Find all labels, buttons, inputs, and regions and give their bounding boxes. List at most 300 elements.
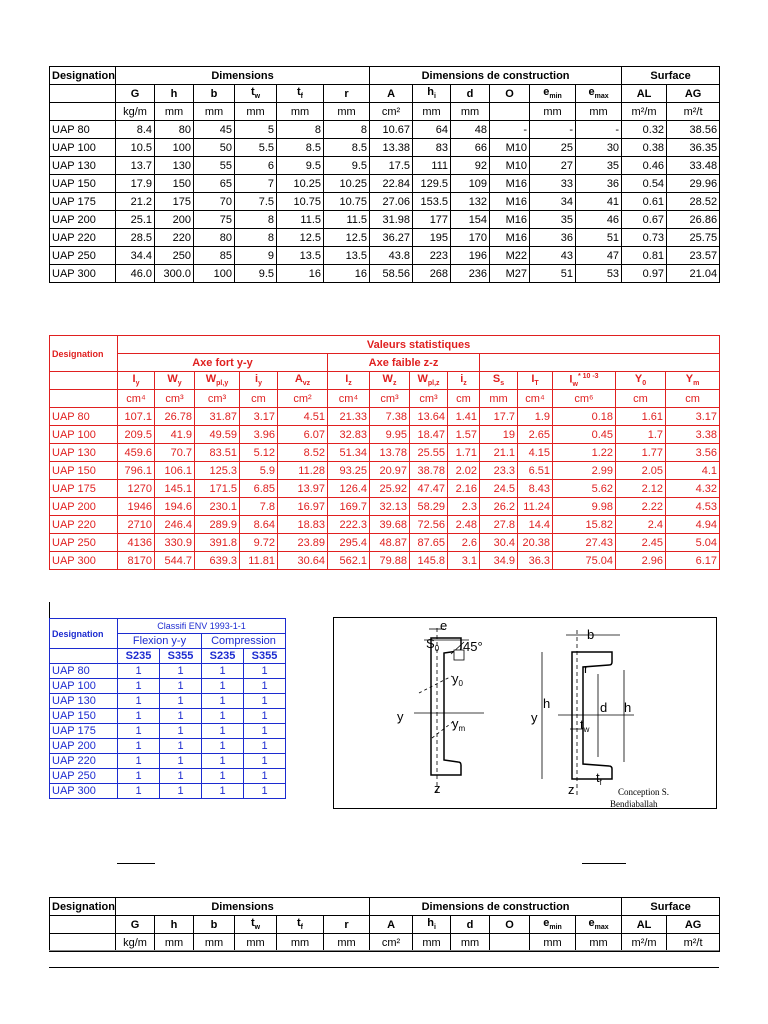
value-cell: 28.52 (667, 193, 720, 211)
value-cell: M22 (490, 247, 530, 265)
class-cell: 1 (202, 694, 244, 709)
class-cell: 1 (118, 739, 160, 754)
value-cell: 4.32 (666, 480, 720, 498)
value-cell: 38.78 (410, 462, 448, 480)
value-cell: 8.52 (278, 444, 328, 462)
table-row (50, 709, 286, 724)
profile-name-cell: UAP 220 (50, 516, 118, 534)
column-header (118, 372, 155, 390)
symbol: d (466, 918, 474, 931)
value-cell: 21.1 (480, 444, 518, 462)
value-cell: 36 (530, 229, 576, 247)
value-cell: 30 (576, 139, 622, 157)
value-cell: 796.1 (118, 462, 155, 480)
symbol: e (543, 86, 550, 99)
class-cell: 1 (244, 664, 286, 679)
unit-cell: cm⁶ (553, 390, 616, 408)
symbol: I (569, 373, 573, 386)
class-cell: 1 (160, 709, 202, 724)
symbol: r (344, 87, 349, 100)
value-cell: 53 (576, 265, 622, 283)
value-cell: 79.88 (370, 552, 410, 570)
value-cell: 3.17 (240, 408, 278, 426)
column-header (576, 916, 622, 934)
column-header (622, 85, 667, 103)
designation-header: Designation (50, 67, 116, 85)
value-cell: 0.54 (622, 175, 667, 193)
unit-cell: cm³ (195, 390, 240, 408)
value-cell: 1.57 (448, 426, 480, 444)
value-cell: 29.96 (667, 175, 720, 193)
value-cell: 87.65 (410, 534, 448, 552)
bottom-rule-2 (49, 967, 719, 968)
class-cell: 1 (160, 769, 202, 784)
value-cell: 8 (235, 211, 277, 229)
value-cell: 13.64 (410, 408, 448, 426)
value-cell: 23.3 (480, 462, 518, 480)
column-header (195, 372, 240, 390)
class-cell: 1 (244, 769, 286, 784)
value-cell: 2.12 (616, 480, 666, 498)
value-cell: 132 (451, 193, 490, 211)
value-cell: 25.75 (667, 229, 720, 247)
value-cell: 5.62 (553, 480, 616, 498)
unit-row (50, 390, 720, 408)
profile-name-cell: UAP 220 (50, 754, 118, 769)
unit-cell: cm⁴ (118, 390, 155, 408)
value-cell: 10.25 (324, 175, 370, 193)
channel-section-right (572, 652, 612, 779)
symbol: AG (684, 87, 702, 100)
class-cell: 1 (118, 679, 160, 694)
value-cell: 12.5 (277, 229, 324, 247)
symbol: I (132, 373, 136, 386)
value-cell: 5.04 (666, 534, 720, 552)
value-cell: 2.16 (448, 480, 480, 498)
symbol: I (345, 373, 349, 386)
value-cell: 268 (413, 265, 451, 283)
column-header (553, 372, 616, 390)
value-cell: 11.5 (277, 211, 324, 229)
value-cell: 1946 (118, 498, 155, 516)
class-cell: 1 (160, 664, 202, 679)
value-cell: 13.5 (324, 247, 370, 265)
class-cell: 1 (244, 694, 286, 709)
class-cell: 1 (244, 784, 286, 799)
profile-name-cell: UAP 150 (50, 175, 116, 193)
symbol: AL (636, 87, 652, 100)
column-header (490, 916, 530, 934)
symbol: I (531, 373, 535, 386)
value-cell: 43.8 (370, 247, 413, 265)
y0-leader (419, 676, 452, 693)
label-ym: $y_m$ (452, 716, 466, 733)
profile-name-cell: UAP 80 (50, 408, 118, 426)
symbol: A (387, 87, 396, 100)
value-cell: 45 (194, 121, 235, 139)
value-cell: 51.34 (328, 444, 370, 462)
value-cell: 15.82 (553, 516, 616, 534)
value-cell: 6 (235, 157, 277, 175)
unit-cell (490, 934, 530, 952)
value-cell: 16 (324, 265, 370, 283)
symbol: G (130, 918, 140, 931)
value-cell: 2.99 (553, 462, 616, 480)
unit-cell: cm⁴ (518, 390, 553, 408)
unit-cell: cm (448, 390, 480, 408)
label-z-right: z (568, 782, 575, 797)
table-row (50, 211, 720, 229)
value-cell: 220 (155, 229, 194, 247)
profile-name-cell: UAP 175 (50, 193, 116, 211)
symbol-subscript: y (258, 380, 262, 388)
blank-cell (50, 372, 118, 390)
value-cell: 49.59 (195, 426, 240, 444)
symbol-row (50, 372, 720, 390)
value-cell: 130 (155, 157, 194, 175)
symbol-subscript: min (549, 93, 562, 101)
value-cell: 109 (451, 175, 490, 193)
value-cell: 47.47 (410, 480, 448, 498)
unit-cell: kg/m (116, 103, 155, 121)
value-cell: 32.83 (328, 426, 370, 444)
uap-profile-drawing (334, 618, 715, 807)
value-cell: 21.2 (116, 193, 155, 211)
value-cell: 4136 (118, 534, 155, 552)
value-cell: 93.25 (328, 462, 370, 480)
value-cell: 106.1 (155, 462, 195, 480)
value-cell: 21.33 (328, 408, 370, 426)
column-header (324, 916, 370, 934)
value-cell: 1.22 (553, 444, 616, 462)
column-header (410, 372, 448, 390)
symbol: A (387, 918, 396, 931)
value-cell: 4.53 (666, 498, 720, 516)
table-row (50, 426, 720, 444)
symbol: AL (636, 918, 652, 931)
label-h-outer: h (543, 696, 551, 711)
column-header (666, 372, 720, 390)
profile-name-cell: UAP 130 (50, 694, 118, 709)
value-cell: 1.7 (616, 426, 666, 444)
value-cell: 20.97 (370, 462, 410, 480)
value-cell: 0.38 (622, 139, 667, 157)
label-h-right: h (624, 700, 632, 715)
unit-cell (490, 103, 530, 121)
steel-grade-header: S355 (160, 649, 202, 664)
class-cell: 1 (244, 739, 286, 754)
label-y-left: y (397, 709, 404, 724)
value-cell: 34.4 (116, 247, 155, 265)
label-tf: $t_f$ (596, 770, 602, 787)
unit-cell: cm² (278, 390, 328, 408)
symbol-subscript: z (463, 380, 467, 388)
value-cell: 34 (530, 193, 576, 211)
value-cell: 126.4 (328, 480, 370, 498)
value-cell: 7 (235, 175, 277, 193)
column-header (116, 916, 155, 934)
value-cell: 8 (324, 121, 370, 139)
class-cell: 1 (160, 754, 202, 769)
value-cell: 100 (194, 265, 235, 283)
profile-name-cell: UAP 250 (50, 534, 118, 552)
value-cell: 48.87 (370, 534, 410, 552)
symbol: h (170, 918, 178, 931)
value-cell: 92 (451, 157, 490, 175)
value-cell: 50 (194, 139, 235, 157)
value-cell: 17.7 (480, 408, 518, 426)
column-header (240, 372, 278, 390)
symbol: S (492, 373, 501, 386)
value-cell: 26.78 (155, 408, 195, 426)
value-cell: 200 (155, 211, 194, 229)
class-cell: 1 (202, 724, 244, 739)
value-cell: 46.0 (116, 265, 155, 283)
value-cell: 13.5 (277, 247, 324, 265)
value-cell: 0.46 (622, 157, 667, 175)
ym-leader (432, 721, 454, 738)
value-cell: 66 (451, 139, 490, 157)
profile-name-cell: UAP 175 (50, 480, 118, 498)
symbol: t (296, 917, 301, 930)
symbol: e (543, 917, 550, 930)
value-cell: 33.48 (667, 157, 720, 175)
value-cell: 7.5 (235, 193, 277, 211)
value-cell: 80 (155, 121, 194, 139)
class-cell: 1 (202, 769, 244, 784)
symbol: i (255, 373, 259, 386)
value-cell: 300.0 (155, 265, 194, 283)
classification-table (49, 618, 286, 799)
symbol-subscript: y (177, 380, 182, 388)
grade-row (50, 649, 286, 664)
unit-cell: cm² (370, 934, 413, 952)
unit-cell: mm (155, 934, 194, 952)
value-cell: 64 (413, 121, 451, 139)
unit-cell: kg/m (116, 934, 155, 952)
value-cell: 39.68 (370, 516, 410, 534)
column-header (278, 372, 328, 390)
value-cell: 154 (451, 211, 490, 229)
symbol: t (296, 86, 301, 99)
column-header (324, 85, 370, 103)
value-cell: 195 (413, 229, 451, 247)
value-cell: 18.83 (278, 516, 328, 534)
label-r: r (584, 661, 589, 676)
profile-name-cell: UAP 100 (50, 139, 116, 157)
symbol-subscript: f (300, 924, 303, 932)
column-header (616, 372, 666, 390)
value-cell: 171.5 (195, 480, 240, 498)
value-cell: 36.27 (370, 229, 413, 247)
value-cell: 18.47 (410, 426, 448, 444)
unit-cell: mm (413, 934, 451, 952)
symbol: W (167, 373, 178, 386)
value-cell: 83 (413, 139, 451, 157)
profile-name-cell: UAP 300 (50, 784, 118, 799)
dimensions-header: Dimensions (116, 898, 370, 916)
column-header (576, 85, 622, 103)
unit-cell: cm³ (370, 390, 410, 408)
value-cell: 9 (235, 247, 277, 265)
axis-group-row (50, 354, 720, 372)
value-cell: 8.5 (324, 139, 370, 157)
table-row (50, 769, 286, 784)
designation-header: Designation (50, 336, 118, 372)
value-cell: 0.18 (553, 408, 616, 426)
profile-name-cell: UAP 250 (50, 247, 116, 265)
table-row (50, 444, 720, 462)
value-cell: 46 (576, 211, 622, 229)
value-cell: 10.75 (324, 193, 370, 211)
construction-header: Dimensions de construction (370, 898, 622, 916)
symbol-subscript: 0 (642, 380, 647, 388)
value-cell: 41.9 (155, 426, 195, 444)
symbol-subscript: i (433, 924, 436, 932)
profile-name-cell: UAP 100 (50, 426, 118, 444)
value-cell: 230.1 (195, 498, 240, 516)
value-cell: 9.5 (235, 265, 277, 283)
value-cell: 330.9 (155, 534, 195, 552)
value-cell: 1270 (118, 480, 155, 498)
surface-header: Surface (622, 67, 720, 85)
unit-cell: mm (324, 934, 370, 952)
right-profile-labels (531, 627, 669, 807)
value-cell: M16 (490, 229, 530, 247)
value-cell: 32.13 (370, 498, 410, 516)
class-cell: 1 (118, 769, 160, 784)
compression-header: Compression (202, 634, 286, 649)
label-z-left: z (434, 781, 441, 796)
steel-grade-header: S355 (244, 649, 286, 664)
table-row (50, 784, 286, 799)
value-cell: 28.5 (116, 229, 155, 247)
value-cell: 223 (413, 247, 451, 265)
column-header (370, 916, 413, 934)
value-cell: 4.94 (666, 516, 720, 534)
blank-cell (50, 85, 116, 103)
value-cell: 10.75 (277, 193, 324, 211)
value-cell: 19 (480, 426, 518, 444)
value-cell: 13.97 (278, 480, 328, 498)
blank-cell (50, 103, 116, 121)
value-cell: 639.3 (195, 552, 240, 570)
value-cell: 4.51 (278, 408, 328, 426)
table-row (50, 679, 286, 694)
profile-name-cell: UAP 100 (50, 679, 118, 694)
table-group-header-row (50, 67, 720, 85)
value-cell: 58.29 (410, 498, 448, 516)
class-cell: 1 (118, 754, 160, 769)
value-cell: 51 (530, 265, 576, 283)
separator-mark-left (117, 863, 155, 864)
value-cell: 85 (194, 247, 235, 265)
value-cell: 22.84 (370, 175, 413, 193)
value-cell: 10.25 (277, 175, 324, 193)
value-cell: 21.04 (667, 265, 720, 283)
label-b: b (587, 627, 595, 642)
column-header (235, 85, 277, 103)
value-cell: 153.5 (413, 193, 451, 211)
symbol: O (505, 918, 514, 931)
value-cell: 16 (277, 265, 324, 283)
value-cell: 70 (194, 193, 235, 211)
value-cell: 3.38 (666, 426, 720, 444)
symbol: G (130, 87, 140, 100)
value-cell: 8 (235, 229, 277, 247)
value-cell: M10 (490, 157, 530, 175)
unit-row (50, 103, 720, 121)
class-cell: 1 (118, 724, 160, 739)
value-cell: 3.96 (240, 426, 278, 444)
unit-cell: cm (666, 390, 720, 408)
value-cell: 1.71 (448, 444, 480, 462)
unit-cell: m²/t (667, 103, 720, 121)
value-cell: 31.87 (195, 408, 240, 426)
table-row (50, 754, 286, 769)
value-cell: 72.56 (410, 516, 448, 534)
unit-cell: mm (324, 103, 370, 121)
unit-cell: mm (576, 934, 622, 952)
value-cell: 16.97 (278, 498, 328, 516)
value-cell: 2.96 (616, 552, 666, 570)
value-cell: 31.98 (370, 211, 413, 229)
unit-cell: mm (235, 103, 277, 121)
column-header (370, 372, 410, 390)
value-cell: 5 (235, 121, 277, 139)
symbol: t (250, 917, 255, 930)
column-header (451, 916, 490, 934)
unit-cell: mm (194, 103, 235, 121)
symbol: W (417, 373, 428, 386)
profile-name-cell: UAP 200 (50, 739, 118, 754)
value-cell: 17.9 (116, 175, 155, 193)
table-row (50, 516, 720, 534)
value-cell: 20.38 (518, 534, 553, 552)
value-cell: 250 (155, 247, 194, 265)
profile-name-cell: UAP 80 (50, 121, 116, 139)
value-cell: 6.51 (518, 462, 553, 480)
value-cell: 2.6 (448, 534, 480, 552)
class-cell: 1 (244, 709, 286, 724)
value-cell: 58.56 (370, 265, 413, 283)
value-cell: 8.4 (116, 121, 155, 139)
value-cell: 8 (277, 121, 324, 139)
value-cell: 145.8 (410, 552, 448, 570)
column-header (277, 85, 324, 103)
symbol-subscript: z (392, 380, 397, 388)
label-45-degrees: 45° (463, 639, 483, 654)
value-cell: 80 (194, 229, 235, 247)
column-header (448, 372, 480, 390)
symbol-subscript: pl,y (216, 380, 229, 388)
class-cell: 1 (244, 679, 286, 694)
label-e: e (440, 618, 448, 633)
value-cell: 2.65 (518, 426, 553, 444)
table-row (50, 498, 720, 516)
value-cell: 17.5 (370, 157, 413, 175)
value-cell: 9.72 (240, 534, 278, 552)
profile-name-cell: UAP 250 (50, 769, 118, 784)
value-cell: 175 (155, 193, 194, 211)
value-cell: M16 (490, 211, 530, 229)
symbol: W (205, 373, 217, 386)
value-cell: 35 (576, 157, 622, 175)
value-cell: 8.43 (518, 480, 553, 498)
label-d: d (600, 700, 608, 715)
column-header (235, 916, 277, 934)
value-cell: M16 (490, 193, 530, 211)
